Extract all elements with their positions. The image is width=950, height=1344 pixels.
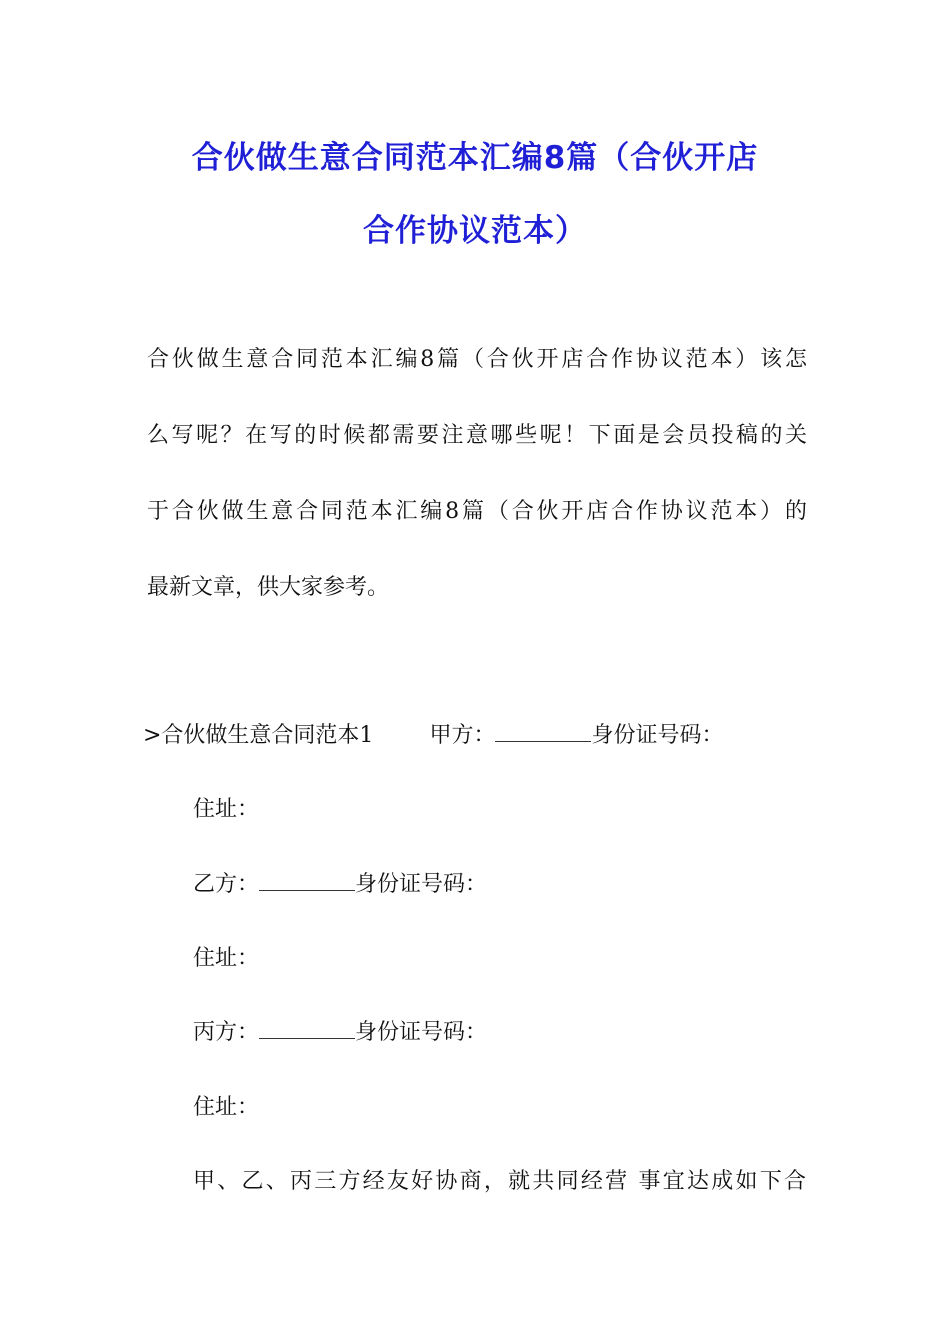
party-c-address-row xyxy=(193,1090,259,1121)
section-heading: >合伙做生意合同范本1 xyxy=(143,723,374,748)
intro-line-2: 么写呢？在写的时候都需要注意哪些呢！下面是会员投稿的关 xyxy=(147,423,807,448)
party-c-row xyxy=(193,1015,487,1046)
agreement-line: 甲、乙、丙三方经友好协商，就共同经营 事宜达成如下合 xyxy=(193,1169,806,1194)
party-b-address-row xyxy=(193,941,259,972)
party-c-label: 丙方： xyxy=(193,1020,260,1045)
intro-paragraph xyxy=(147,322,807,626)
intro-line-4: 最新文章，供大家参考。 xyxy=(147,575,390,600)
intro-line-1: 合伙做生意合同范本汇编8篇（合伙开店合作协议范本）该怎 xyxy=(147,347,807,372)
party-c-blank xyxy=(259,1020,355,1039)
party-b-id-label: 身份证号码： xyxy=(355,872,488,897)
party-a-id-label: 身份证号码： xyxy=(591,723,724,748)
party-a-address-row xyxy=(193,792,259,823)
intro-line-3: 于合伙做生意合同范本汇编8篇（合伙开店合作协议范本）的 xyxy=(147,499,807,524)
party-c-address-label: 住址： xyxy=(193,1095,260,1120)
party-a-label: 甲方： xyxy=(429,723,496,748)
party-c-id-label: 身份证号码： xyxy=(355,1020,488,1045)
section-heading-row xyxy=(143,718,723,749)
party-a-address-label: 住址： xyxy=(193,797,260,822)
party-b-address-label: 住址： xyxy=(193,946,260,971)
document-title-line-1: 合伙做生意合同范本汇编8篇（合伙开店 xyxy=(191,140,759,176)
document-title-line-2: 合作协议范本） xyxy=(363,213,587,249)
party-b-row xyxy=(193,867,487,898)
party-a-blank xyxy=(495,723,591,742)
party-b-label: 乙方： xyxy=(193,872,260,897)
party-b-blank xyxy=(259,872,355,891)
